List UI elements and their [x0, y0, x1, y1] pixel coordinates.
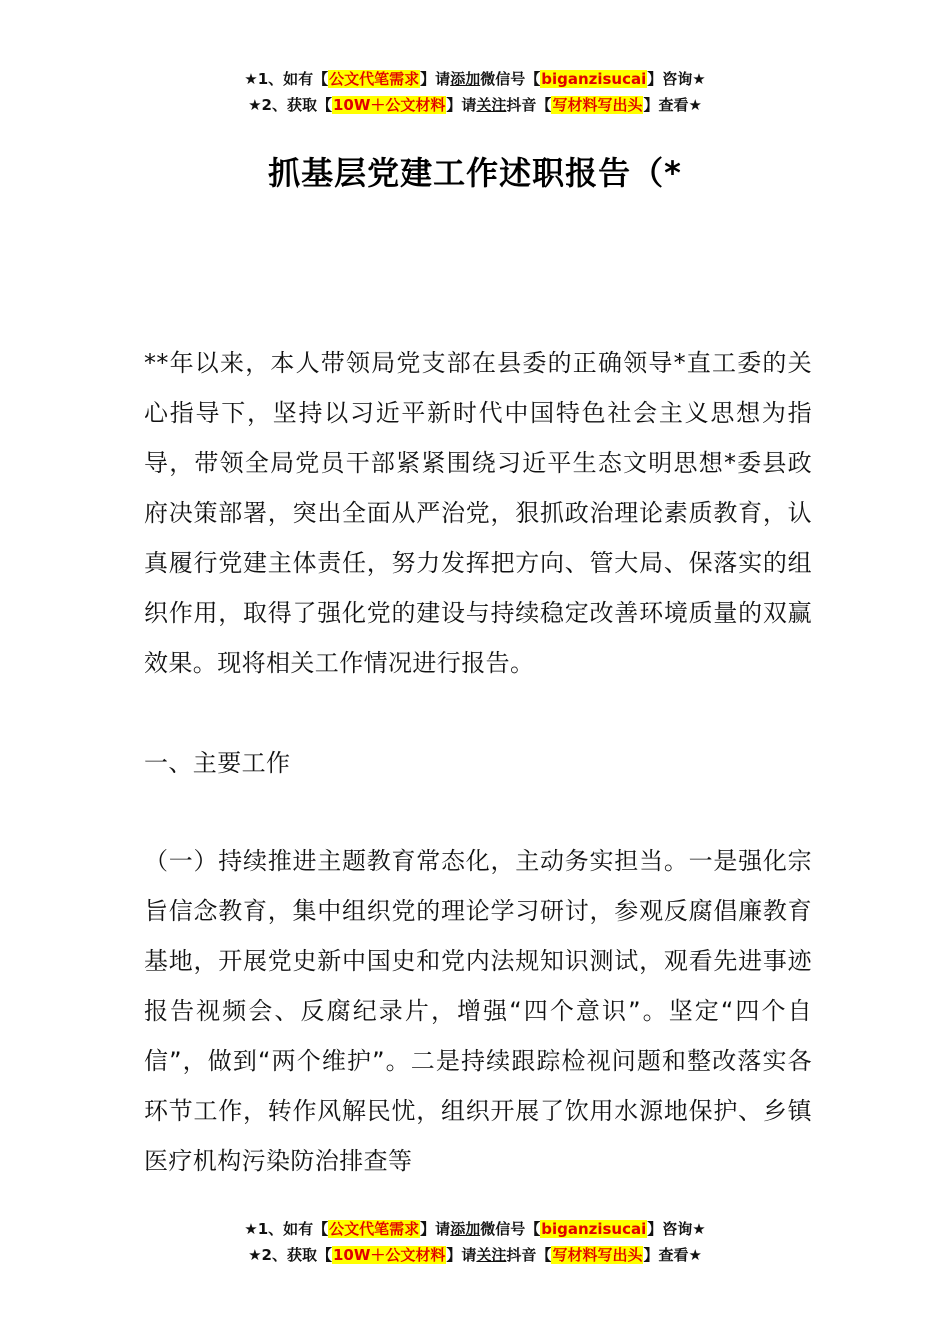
header-banner	[0, 66, 950, 118]
banner-text: 】查看★	[643, 1246, 702, 1264]
banner-text: 】请	[446, 1246, 477, 1264]
paragraph-section-1-text: （一）持续推进主题教育常态化，主动务实担当。一是强化宗旨信念教育，集中组织党的理论学习研讨，参观反腐倡廉教育基地，开展党史新中国史和党内法规知识测试，观看先进事迹报告视频会、反腐纪录片，增强“四个意识”。坚定“四个自信”，做到“两个维护”。二是持续跟踪检视问题和整改落实各环节工作，转作风解民忧，组织开展了饮用水源地保护、乡镇医疗机构污染防治排查等	[144, 847, 812, 1175]
banner-text: ★1、如有【	[244, 1220, 329, 1238]
banner-text: 微信号【	[480, 1220, 541, 1238]
section-heading-text: 一、主要工作	[144, 749, 291, 777]
banner-line-1	[0, 66, 950, 92]
highlight-douyin: 写材料写出头	[552, 96, 643, 114]
underlined-add: 添加	[450, 1220, 481, 1238]
section-heading	[144, 738, 812, 788]
banner-text: 】咨询★	[647, 70, 706, 88]
banner-text: 】请	[420, 70, 451, 88]
banner-line-2	[0, 1242, 950, 1268]
underlined-add: 添加	[450, 70, 481, 88]
banner-text: 微信号【	[480, 70, 541, 88]
highlight-wechat-id: biganzisucai	[541, 70, 647, 88]
banner-text: ★1、如有【	[244, 70, 329, 88]
paragraph-intro	[144, 338, 812, 688]
highlight-service: 公文代笔需求	[329, 70, 420, 88]
paragraph-intro-text: **年以来，本人带领局党支部在县委的正确领导*直工委的关心指导下，坚持以习近平新时代中国特色社会主义思想为指导，带领全局党员干部紧紧围绕习近平生态文明思想*委县政府决策部署，突出全面从严治党，狠抓政治理论素质教育，认真履行党建主体责任，努力发挥把方向、管大局、保落实的组织作用，取得了强化党的建设与持续稳定改善环境质量的双赢效果。现将相关工作情况进行报告。	[144, 349, 812, 677]
highlight-wechat-id: biganzisucai	[541, 1220, 647, 1238]
banner-text: 】请	[446, 96, 477, 114]
underlined-follow: 关注	[476, 96, 507, 114]
highlight-service: 公文代笔需求	[329, 1220, 420, 1238]
footer-banner	[0, 1216, 950, 1268]
banner-text: 】查看★	[643, 96, 702, 114]
banner-text: 抖音【	[506, 1246, 552, 1264]
banner-text: ★2、获取【	[248, 96, 332, 114]
banner-line-1	[0, 1216, 950, 1242]
paragraph-section-1	[144, 836, 812, 1186]
banner-text: 】请	[420, 1220, 451, 1238]
underlined-follow: 关注	[476, 1246, 507, 1264]
highlight-materials: 10W＋公文材料	[332, 1246, 446, 1264]
banner-text: 抖音【	[506, 96, 552, 114]
banner-line-2	[0, 92, 950, 118]
highlight-douyin: 写材料写出头	[552, 1246, 643, 1264]
banner-text: ★2、获取【	[248, 1246, 332, 1264]
banner-text: 】咨询★	[647, 1220, 706, 1238]
document-title: 抓基层党建工作述职报告（*	[268, 154, 682, 192]
highlight-materials: 10W＋公文材料	[332, 96, 446, 114]
